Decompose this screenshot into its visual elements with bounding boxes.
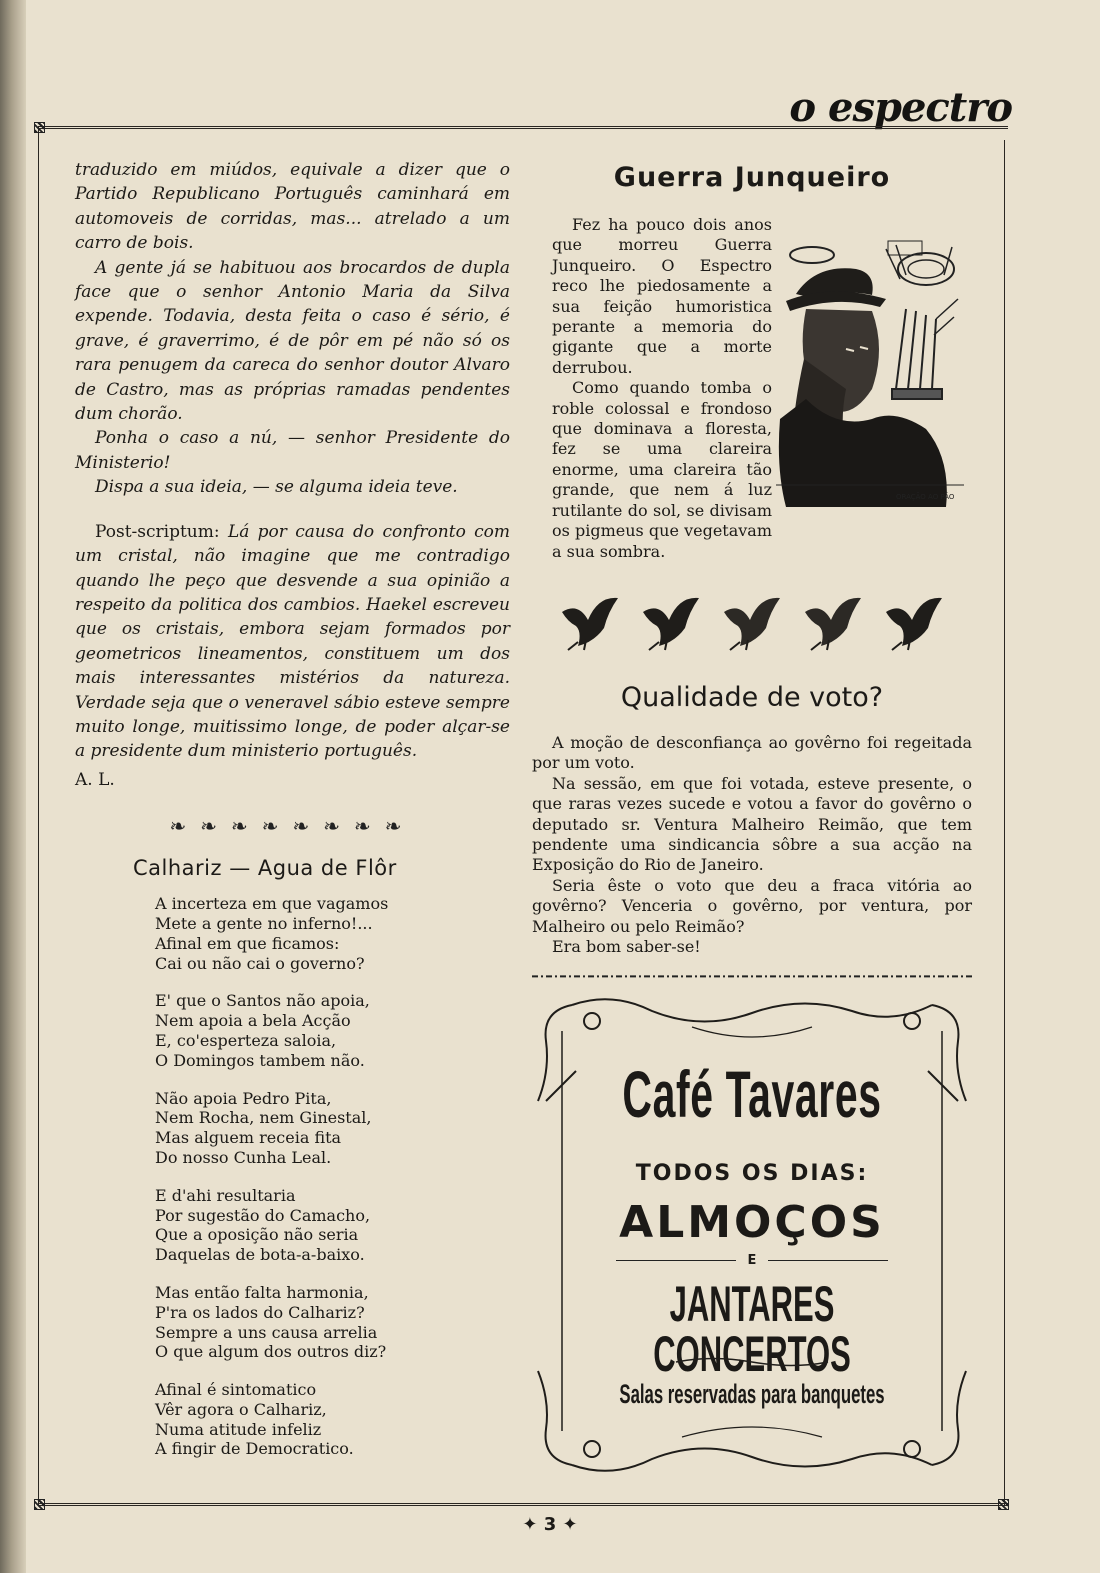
poem-line: Daquelas de bota-a-baixo. xyxy=(155,1245,365,1265)
poem-line: P'ra os lados do Calhariz? xyxy=(155,1302,365,1322)
article-continuation xyxy=(75,158,510,792)
postscript-text: Lá por causa do confronto com um cristal, não imagine que me contradigo quando lhe peço que desvende a sua opinião a respeito da politica dos cambios. Haekel escreveu que os cristais, embora sejam formados por geometricos lineamentos, constituem um dos mais interessantes mistérios da natureza. Verdade seja que o veneravel sábio esteve sempre muito longe, muitissimo longe, de poder alçar-se a presidente dum ministerio português. xyxy=(75,521,510,762)
poem-line: Afinal em que ficamos: xyxy=(155,933,340,953)
poem-title: Calhariz — Agua de Flôr xyxy=(133,856,397,881)
cafe-tavares-advertisement xyxy=(532,991,972,1479)
poem-line: Mas então falta harmonia, xyxy=(155,1282,369,1302)
top-rule xyxy=(38,126,1008,129)
poem-line: Afinal é sintomatico xyxy=(155,1380,317,1400)
postscript xyxy=(75,520,510,764)
ad-conjunction xyxy=(532,1253,972,1268)
poem-line: O que algum dos outros diz? xyxy=(155,1342,387,1362)
voto-title: Qualidade de voto? xyxy=(620,681,884,713)
signature: A. L. xyxy=(75,769,115,790)
paragraph: A moção de desconfiança ao govêrno foi regeitada por um voto. xyxy=(532,732,972,773)
right-rule xyxy=(1004,140,1005,1506)
paragraph: Como quando tomba o roble colossal e frondoso que dominava a floresta, fez se uma clareira enorme, uma clareira tão grande, que nem á luz rutilante do sol, se divisam os pigmeus que vegetavam a sua sombra. xyxy=(552,378,772,561)
poem-stanza xyxy=(155,1380,510,1459)
bottom-rule xyxy=(38,1503,1008,1506)
page-number: ✦ 3 ✦ xyxy=(522,1514,578,1535)
poem-stanza xyxy=(155,1283,510,1362)
bird-ornament-icon xyxy=(558,592,622,652)
paragraph: Ponha o caso a nú, — senhor Presidente do Ministerio! xyxy=(75,428,510,473)
poem-stanza xyxy=(155,1089,510,1168)
paragraph: Seria êste o voto que deu a fraca vitória ao govêrno? Venceria o govêrno, por ventura, por Malheiro ou pelo Reimão? xyxy=(532,875,972,936)
junqueiro-title: Guerra Junqueiro xyxy=(613,162,891,193)
bird-ornament-icon xyxy=(639,592,703,652)
paragraph: traduzido em miúdos, equivale a dizer que o Partido Republicano Português caminhará em automoveis de corridas, mas... atrelado a um carro de bois. xyxy=(75,160,510,254)
book-spine-shadow xyxy=(0,0,26,1573)
poem-line: Vêr agora o Calhariz, xyxy=(155,1399,327,1419)
poem-stanza xyxy=(155,1186,510,1265)
poem-line: Mas alguem receia fita xyxy=(155,1128,342,1148)
ad-conjunction-text: E xyxy=(747,1253,757,1269)
poem-stanza xyxy=(155,991,510,1070)
bird-ornament-icon xyxy=(882,592,946,652)
bird-ornament-icon xyxy=(801,592,865,652)
chain-divider xyxy=(532,971,972,981)
poem-line: A incerteza em que vagamos xyxy=(155,894,389,914)
postscript-label: Post-scriptum: xyxy=(95,521,220,542)
paragraph: Dispa a sua ideia, — se alguma ideia teve. xyxy=(95,477,458,498)
poem-line: E' que o Santos não apoia, xyxy=(155,991,370,1011)
poem-line: Que a oposição não seria xyxy=(155,1225,359,1245)
poem-line: Sempre a uns causa arrelia xyxy=(155,1322,378,1342)
poem-line: Nem Rocha, nem Ginestal, xyxy=(155,1108,372,1128)
poem-line: Do nosso Cunha Leal. xyxy=(155,1147,332,1167)
caricature-caption: ORAÇÃO AO PÃO xyxy=(896,493,955,501)
poem-line: O Domingos tambem não. xyxy=(155,1050,365,1070)
corner-ornament xyxy=(998,1499,1009,1510)
poem-line: A fingir de Democratico. xyxy=(155,1439,354,1459)
poem-line: E, co'esperteza saloia, xyxy=(155,1030,337,1050)
paragraph: Na sessão, em que foi votada, esteve presente, o que raras vezes sucede e votou a favor do govêrno o deputado sr. Ventura Malheiro Reimão, que tem pendente uma sindicancia sôbre a sua acção na Exposição do Rio de Janeiro. xyxy=(532,773,972,875)
paragraph: A gente já se habituou aos brocardos de dupla face que o senhor Antonio Maria da Silva expende. Todavia, desta feita o caso é sério, é grave, é graverrimo, é de pôr em pé não só os rara penugem da careca do senhor doutor Alvaro de Castro, mas as próprias ramadas pendentes dum chorão. xyxy=(75,257,510,425)
poem-line: Numa atitude infeliz xyxy=(155,1419,322,1439)
ad-footer: Salas reservadas para banquetes xyxy=(619,1379,885,1410)
right-column xyxy=(532,158,972,1479)
left-column xyxy=(75,158,510,1477)
poem-line: E d'ahi resultaria xyxy=(155,1185,296,1205)
poem xyxy=(75,894,510,1459)
ad-swirl xyxy=(532,1355,972,1373)
poem-line: Não apoia Pedro Pita, xyxy=(155,1088,332,1108)
poem-line: Cai ou não cai o governo? xyxy=(155,953,365,973)
poem-line: Nem apoia a bela Acção xyxy=(155,1011,351,1031)
ad-line2: JANTARES CONCERTOS xyxy=(653,1276,851,1383)
left-rule xyxy=(38,126,39,1506)
voto-article xyxy=(532,733,972,957)
poem-line: Por sugestão do Camacho, xyxy=(155,1205,371,1225)
corner-ornament xyxy=(34,122,45,133)
ad-name: Café Tavares xyxy=(622,1057,882,1132)
bird-ornament-row xyxy=(532,592,972,656)
poem-stanza xyxy=(155,894,510,973)
junqueiro-article xyxy=(532,215,972,562)
ad-line1: ALMOÇOS xyxy=(619,1197,885,1249)
bird-ornament-icon xyxy=(720,592,784,652)
masthead: o espectro xyxy=(789,84,1012,131)
swirl-ornament-icon xyxy=(672,1355,832,1369)
poem-line: Mete a gente no inferno!... xyxy=(155,913,373,933)
corner-ornament xyxy=(34,1499,45,1510)
paragraph: Fez ha pouco dois anos que morreu Guerra Junqueiro. O Espectro reco lhe piedosamente a sua feição humoristica perante a memoria do gigante que a morte derrubou. xyxy=(552,215,772,377)
fleuron-divider: ❧❧❧❧❧❧❧❧ xyxy=(169,814,416,839)
junqueiro-caricature-image xyxy=(776,239,964,511)
ad-days: TODOS OS DIAS: xyxy=(635,1161,869,1187)
paragraph: Era bom saber-se! xyxy=(552,936,701,956)
